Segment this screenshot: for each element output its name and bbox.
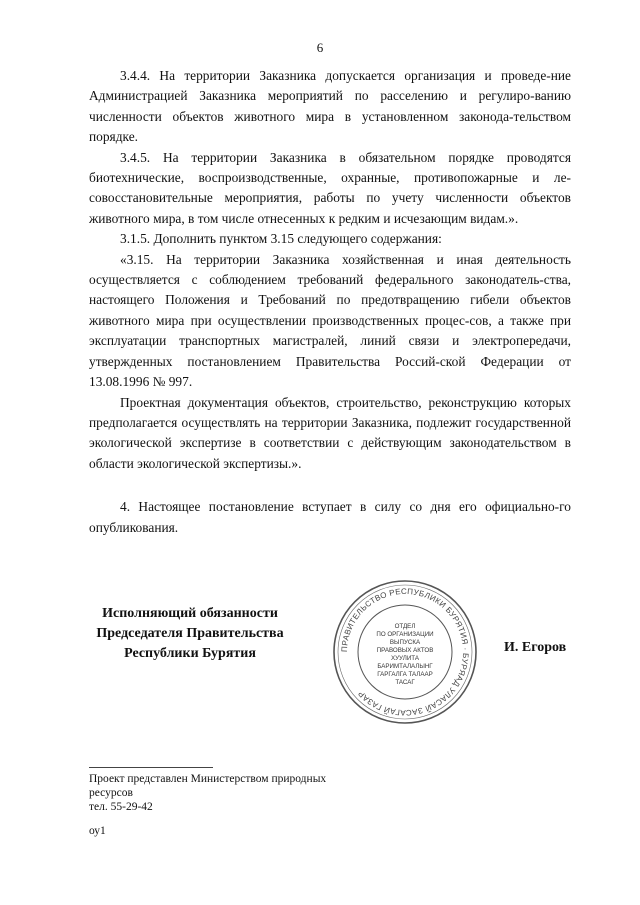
seal-center-line: ГАРГАЛГА ТАЛААР (377, 671, 433, 678)
signer-position-line: Председателя Правительства (96, 626, 284, 641)
official-seal (331, 578, 479, 726)
paragraph-3-15: «3.15. На территории Заказника хозяйственная и иная деятельность осуществляется с соблюдением требований федерального законодатель-ства, настоящего Положения и Требований по предотвращению гибели объектов животного мира при осуществлении производственных процес-сов, а также при эксплуатации транспортных магистралей, линий связи и электропередачи, утвержденных постановлением Правительства Россий-ской Федерации от 13.08.1996 № 997. (89, 251, 571, 390)
footer-line: ресурсов (89, 787, 133, 799)
paragraph-4: 4. Настоящее постановление вступает в силу со дня его официально-го опубликования. (89, 499, 571, 535)
paragraph-project-documentation: Проектная документация объектов, строительство, реконструкцию которых предполагается осуществлять на территории Заказника, подлежит государственной экологической экспертизе в соответствии с действующим законодательством в области экологической экспертизы.». (89, 394, 571, 471)
signer-position-line: Исполняющий обязанности (102, 606, 278, 621)
seal-center-line: ВЫПУСКА (389, 639, 421, 646)
footer-divider (89, 767, 213, 768)
seal-outer-text: ПРАВИТЕЛЬСТВО РЕСПУБЛИКИ БУРЯТИЯ · БУРЯАД УЛАСАЙ ЗАСАГАЙ ГАЗАР (339, 586, 471, 718)
seal-center-line: ПРАВОВЫХ АКТОВ (376, 647, 434, 654)
signer-position (90, 604, 290, 664)
footer-line: Проект представлен Министерством природных (89, 773, 327, 785)
seal-center-line: БАРИМТАЛАЛЫНГ (377, 663, 433, 670)
signer-position-line: Республики Бурятия (124, 646, 256, 661)
paragraph-3-1-5: 3.1.5. Дополнить пунктом 3.15 следующего содержания: (120, 231, 442, 247)
seal-center-line: ПО ОРГАНИЗАЦИИ (376, 631, 434, 638)
seal-center-line: ОТДЕЛ (394, 623, 416, 630)
paragraph-3-4-4: 3.4.4. На территории Заказника допускается организация и проведе-ние Администрацией Заказника мероприятий по расселению и регулиро-ванию численности объектов животного мира в установленном законода-тельством порядке. (89, 68, 571, 145)
document-body (89, 66, 571, 538)
footer-note (89, 772, 389, 838)
signer-name: И. Егоров (504, 640, 567, 655)
footer-code: оу1 (89, 825, 106, 837)
paragraph-3-4-5: 3.4.5. На территории Заказника в обязательном порядке проводятся биотехнические, воспроизводственные, охранные, противопожарные и ле-совосстановительные мероприятия, работы по учету численности объектов животного мира, в том числе отнесенных к редким и исчезающим видам.». (89, 149, 571, 226)
footer-phone: тел. 55-29-42 (89, 801, 153, 813)
seal-center-line: ТАСАГ (395, 679, 415, 686)
page-number: 6 (316, 40, 324, 55)
seal-center-line: ХУУЛИТА (391, 655, 419, 662)
